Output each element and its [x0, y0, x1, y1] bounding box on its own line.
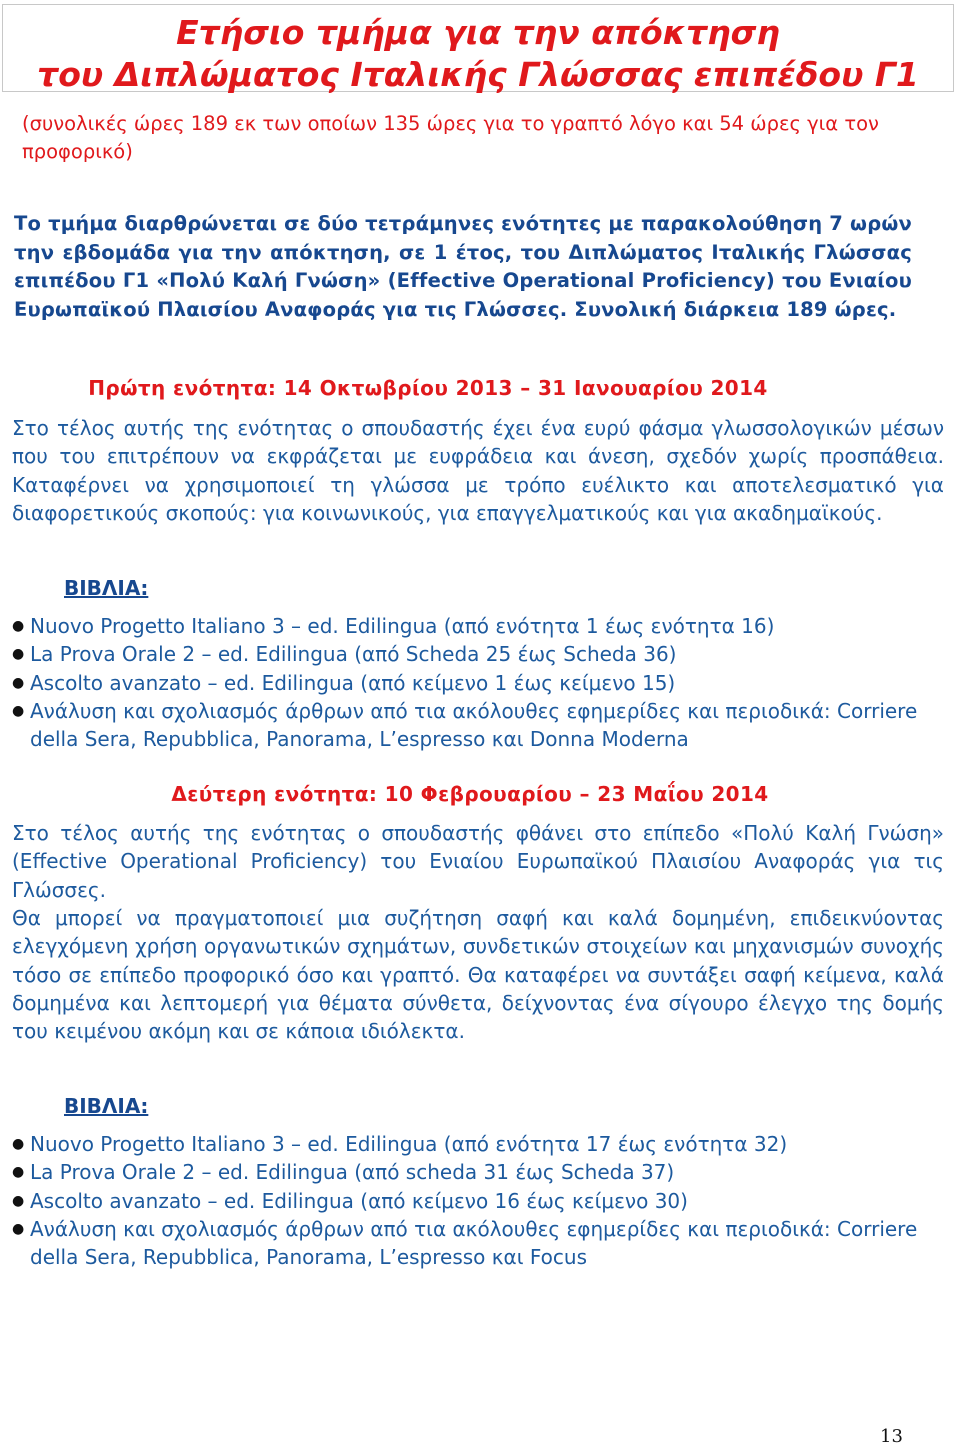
page-number: 13: [880, 1426, 903, 1447]
list-item: [10, 669, 950, 697]
section-2-books-label: ΒΙΒΛΙΑ:: [64, 1094, 149, 1118]
book-text: Nuovo Progetto Italiano 3 – ed. Edilingua (από ενότητα 1 έως ενότητα 16): [30, 614, 775, 638]
book-text: La Prova Orale 2 – ed. Edilingua (από scheda 31 έως Scheda 37): [30, 1160, 675, 1185]
section-1-paragraph: Στο τέλος αυτής της ενότητας ο σπουδαστής έχει ένα ευρύ φάσμα γλωσσολογικών μέσων που του επιτρέπουν να εκφράζεται με ευφράδεια και άνεση, σχεδόν χωρίς προσπάθεια. Καταφέρνει να χρησιμοποιεί τη γλώσσα με τρόπο ευέλικτο και αποτελεσματικό για διαφορετικούς σκοπούς: για κοινωνικούς, για επαγγελματικούς και για ακαδημαϊκούς.: [12, 416, 944, 525]
list-item: [10, 1130, 950, 1158]
book-text: Ascolto avanzato – ed. Edilingua (από κείμενο 1 έως κείμενο 15): [30, 670, 676, 695]
list-item: [10, 1215, 950, 1272]
title-line-2: του Διπλώματος Ιταλικής Γλώσσας επιπέδου Γ1: [37, 55, 919, 94]
hours-subtitle: (συνολικές ώρες 189 εκ των οποίων 135 ώρες για το γραπτό λόγο και 54 ώρες για τον προφορικό): [22, 112, 879, 163]
bullet-icon: ●: [12, 1164, 25, 1181]
title-box: [2, 4, 954, 92]
book-text: Ανάλυση και σχολιασμός άρθρων από τια ακόλουθες εφημερίδες και περιοδικά: Corriere della Sera, Repubblica, Panorama, L’espresso και Donna Moderna: [30, 698, 918, 752]
list-item: [10, 697, 950, 754]
bullet-icon: ●: [12, 1192, 25, 1209]
list-item: [10, 640, 950, 668]
book-text: Ascolto avanzato – ed. Edilingua (από κείμενο 16 έως κείμενο 30): [30, 1188, 688, 1213]
book-text: Nuovo Progetto Italiano 3 – ed. Edilingua (από ενότητα 17 έως ενότητα 32): [30, 1132, 788, 1156]
bullet-icon: ●: [12, 674, 25, 691]
section-1-heading: Πρώτη ενότητα: 14 Οκτωβρίου 2013 – 31 Ιανουαρίου 2014: [88, 376, 768, 400]
section-2-paragraph-1: Στο τέλος αυτής της ενότητας ο σπουδαστής φθάνει στο επίπεδο «Πολύ Καλή Γνώση» (Effective Operational Proficiency) του Ενιαίου Ευρωπαϊκού Πλαισίου Αναφοράς για τις Γλώσσες.: [12, 821, 944, 902]
section-2-book-list: [10, 1130, 950, 1271]
book-text: Ανάλυση και σχολιασμός άρθρων από τια ακόλουθες εφημερίδες και περιοδικά: Corriere della Sera, Repubblica, Panorama, L’espresso και Focus: [30, 1216, 918, 1270]
section-2-heading: Δεύτερη ενότητα: 10 Φεβρουαρίου – 23 Μαΐου 2014: [171, 782, 769, 806]
bullet-icon: ●: [12, 1220, 25, 1237]
list-item: [10, 1187, 950, 1215]
book-text: La Prova Orale 2 – ed. Edilingua (από Scheda 25 έως Scheda 36): [30, 642, 677, 667]
bullet-icon: ●: [12, 702, 25, 719]
section-2-paragraph-2: Θα μπορεί να πραγματοποιεί μια συζήτηση σαφή και καλά δομημένη, επιδεικνύοντας ελεγχόμενη χρήση οργανωτικών σχημάτων, συνδετικών στοιχείων και μηχανισμών συνοχής τόσο σε επίπεδο προφορικό όσο και γραπτό. Θα καταφέρει να συντάξει σαφή κείμενα, καλά δομημένα και λεπτομερή για θέματα σύνθετα, δείχνοντας ένα σίγουρο έλεγχο της δομής του κειμένου ακόμη και σε κάποια ιδιόλεκτα.: [12, 906, 944, 1044]
list-item: [10, 612, 950, 640]
bullet-icon: ●: [12, 618, 25, 634]
intro-paragraph: Το τμήμα διαρθρώνεται σε δύο τετράμηνες ενότητες με παρακολούθηση 7 ωρών την εβδομάδα για την απόκτηση, σε 1 έτος, του Διπλώματος Ιταλικής Γλώσσας επιπέδου Γ1 «Πολύ Καλή Γνώση» (Effective Operational Proficiency) του Ενιαίου Ευρωπαϊκού Πλαισίου Αναφοράς για τις Γλώσσες. Συνολική διάρκεια 189 ώρες.: [14, 212, 912, 321]
bullet-icon: ●: [12, 646, 25, 663]
section-1-book-list: [10, 612, 950, 753]
list-item: [10, 1158, 950, 1186]
bullet-icon: ●: [12, 1136, 25, 1152]
title-line-1: Ετήσιο τμήμα για την απόκτηση: [176, 13, 780, 52]
section-1-books-label: ΒΙΒΛΙΑ:: [64, 576, 149, 600]
